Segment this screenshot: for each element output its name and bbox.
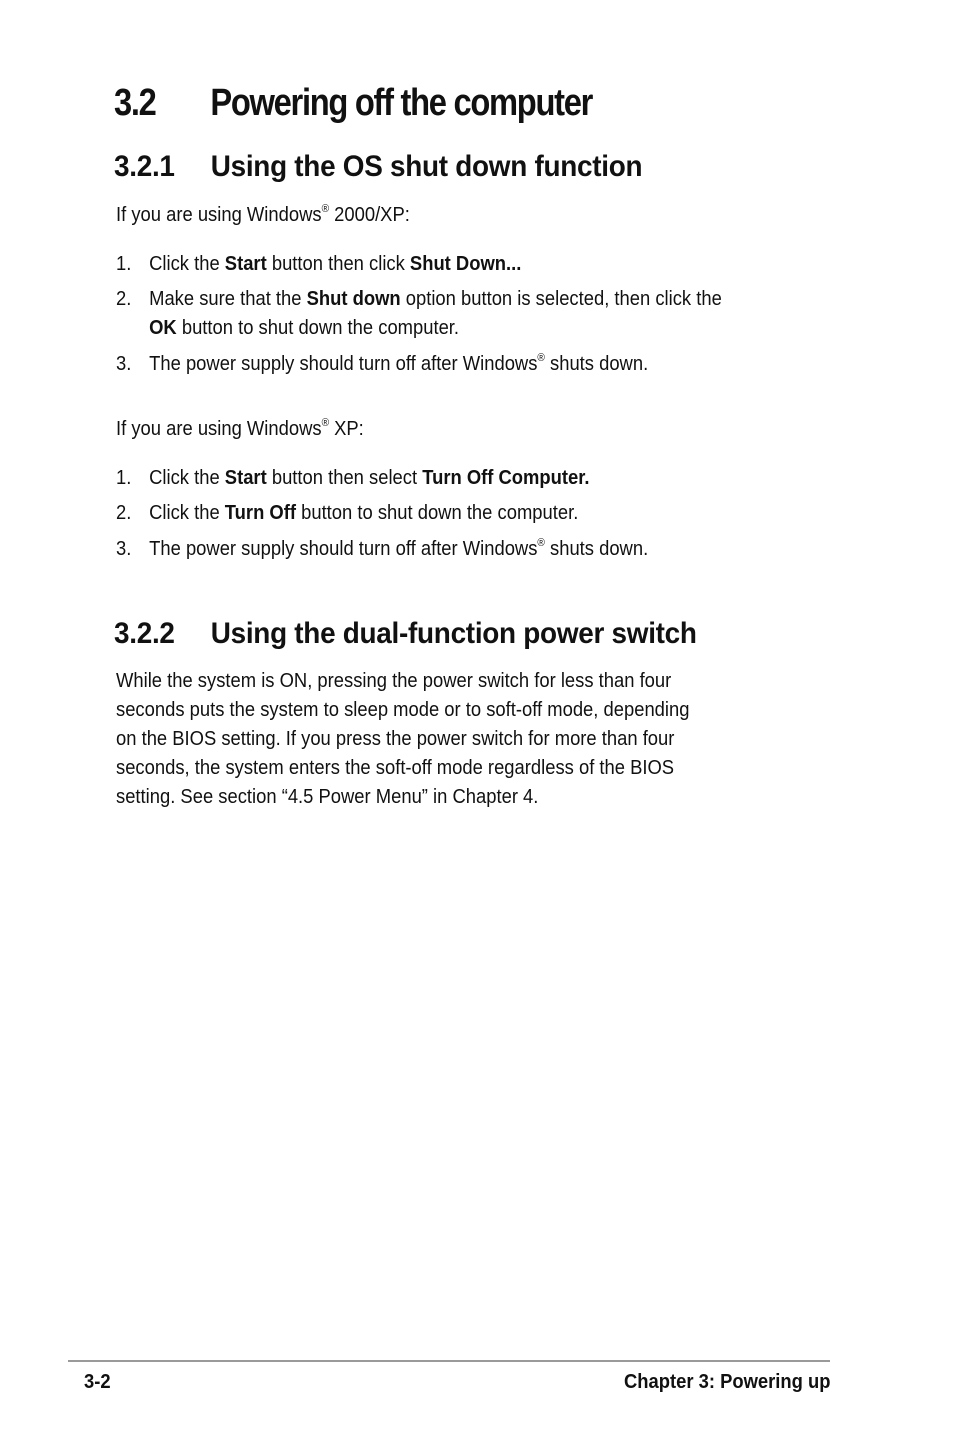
subsection-title: Using the OS shut down function	[210, 150, 643, 183]
list-item: 3. The power supply should turn off after Windows® shuts down.	[116, 537, 649, 560]
list-item: 3. The power supply should turn off after Windows® shuts down.	[116, 352, 649, 375]
intro-windows-2000-xp: If you are using Windows® 2000/XP:	[116, 203, 410, 226]
subsection-heading-power-switch	[114, 617, 697, 651]
section-number: 3.2	[114, 82, 156, 124]
chapter-footer: Chapter 3: Powering up	[623, 1371, 830, 1393]
list-item: 1. Click the Start button then click Shut Down...	[116, 253, 522, 275]
subsection-number: 3.2.2	[114, 617, 175, 650]
list-item: 2. Click the Turn Off button to shut down the computer.	[116, 502, 579, 524]
subsection-number: 3.2.1	[114, 150, 175, 183]
section-heading	[114, 82, 592, 125]
list-item: 2. Make sure that the Shut down option button is selected, then click the OK button to shut down the computer.	[116, 288, 722, 339]
page-number: 3-2	[84, 1371, 111, 1393]
intro-windows-xp: If you are using Windows® XP:	[116, 417, 364, 440]
footer-rule	[68, 1360, 830, 1362]
subsection-title: Using the dual-function power switch	[210, 617, 697, 650]
section-title: Powering off the computer	[210, 82, 593, 124]
power-switch-paragraph: While the system is ON, pressing the power switch for less than four seconds puts the system to sleep mode or to soft-off mode, depending on the BIOS setting. If you press the power switch for more than four seconds, the system enters the soft-off mode regardless of the BIOS setting. See section “4.5 Power Menu” in Chapter 4.	[116, 670, 690, 808]
list-item: 1. Click the Start button then select Turn Off Computer.	[116, 467, 590, 489]
subsection-heading-os-shutdown	[114, 150, 642, 184]
